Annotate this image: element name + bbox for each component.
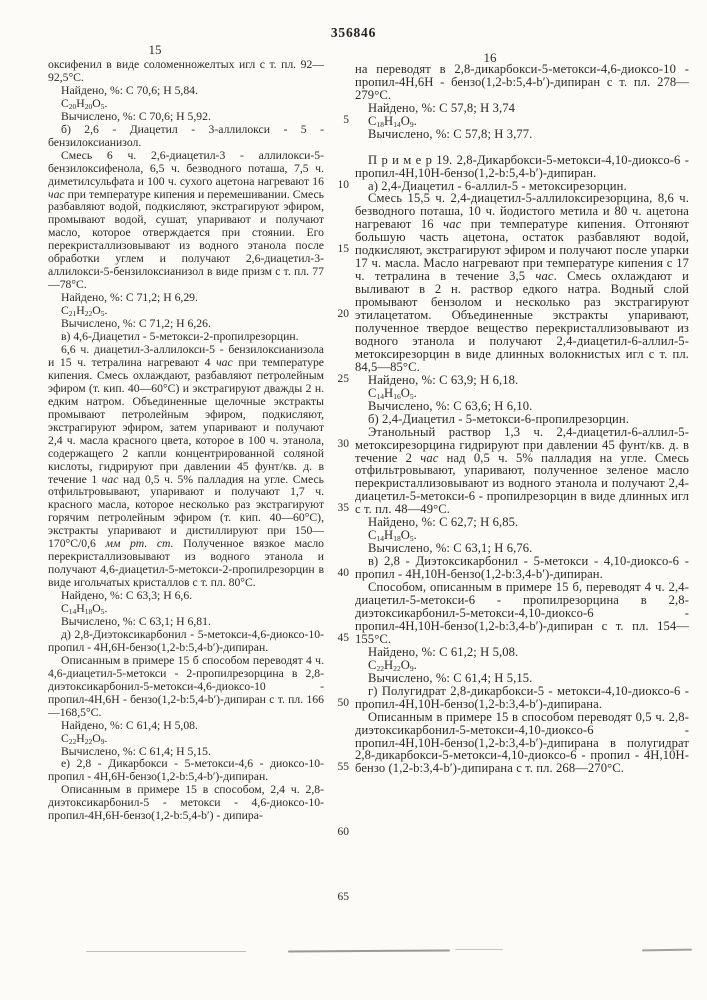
paragraph: $C_{14}H_{16}O_5$. bbox=[368, 385, 417, 401]
paragraph: $C_{14}H_{18}O_5$. bbox=[368, 528, 417, 544]
paragraph: Найдено, %: C 63,3; H 6,6. bbox=[61, 589, 193, 603]
page-number-left: 15 bbox=[148, 42, 162, 57]
paragraph: $C_{14}H_{18}O_5$. bbox=[61, 602, 108, 617]
line-number: 35 bbox=[337, 502, 349, 515]
paragraph: $C_{22}H_{22}O_9$. bbox=[368, 657, 417, 673]
line-number-gutter bbox=[327, 0, 349, 1000]
paragraph: Найдено, %: C 71,2; H 6,29. bbox=[61, 291, 198, 305]
paragraph: е) 2,8 - Дикарбокси - 5-метокси-4,6 - диоксо-10-пропил - 4H,6H-бензо(1,2-b:5,4-b′)-дипиран. bbox=[48, 757, 324, 784]
paragraph: $C_{22}H_{22}O_9$. bbox=[61, 731, 108, 746]
left-text-column bbox=[48, 59, 324, 823]
line-number: 45 bbox=[337, 631, 349, 644]
paragraph: Вычислено, %: C 61,4; H 5,15. bbox=[61, 744, 211, 758]
paragraph: Смесь 6 ч. 2,6-диацетил-3 - аллилокси-5-бензилоксифенола, 6,5 ч. безводного поташа, 7,5 ч. диметилсульфата и 100 ч. сухого ацетона нагревают 16 час при температуре кипения и перемешивании. Смесь разбавляют водой, подкисляют, экстрагируют эфиром, промывают водой, сушат, упаривают и получают масло, которое отверждается при стоянии. Его перекристаллизовывают из водного этанола после обработки углем и получают 2,6-диацетил-3-аллилокси-5-бензилоксианизол в виде призм с т. пл. 77—78°С. bbox=[48, 148, 324, 292]
paragraph: $C_{21}H_{22}O_5$. bbox=[61, 304, 108, 319]
page-number-right: 16 bbox=[483, 50, 497, 65]
paragraph: в) 4,6-Диацетил - 5-метокси-2-пропилрезорцин. bbox=[61, 330, 299, 344]
line-number: 30 bbox=[337, 437, 349, 450]
paragraph: Найдено, %: C 63,9; H 6,18. bbox=[368, 372, 519, 387]
scan-artifact-line bbox=[288, 949, 450, 952]
line-number: 20 bbox=[337, 308, 349, 321]
paragraph: Найдено, %: C 61,2; H 5,08. bbox=[368, 644, 519, 659]
paragraph: Описанным в примере 15 в способом переводят 0,5 ч. 2,8-диэтоксикарбонил-5-метокси-4,10-диоксо-6 - пропил-4H,10H-бензо(1,2-b:3,4-b′)-дипирана в полугидрат 2,8-дикарбокси-5-метокси-4,10-диоксо-6 - пропил - 4H,10H-бензо (1,2-b:3,4-b′)-дипирана с т. пл. 268—270°С. bbox=[355, 709, 689, 776]
line-number: 5 bbox=[343, 113, 349, 126]
scan-artifact-line bbox=[642, 949, 692, 952]
paragraph: Найдено, %: C 57,8; H 3,74 bbox=[368, 100, 516, 115]
paragraph: Вычислено, %: C 70,6; H 5,92. bbox=[61, 109, 211, 123]
paragraph: Вычислено, %: C 63,6; H 6,10. bbox=[368, 398, 533, 413]
paragraph: Вычислено, %: C 71,2; H 6,26. bbox=[61, 317, 211, 331]
line-number: 15 bbox=[337, 243, 349, 256]
paragraph: на переводят в 2,8-дикарбокси-5-метокси-4,6-диоксо-10 - пропил-4H,6H - бензо(1,2-b:5,4-b′)-дипиран с т. пл. 278—279°С. bbox=[355, 62, 689, 102]
paragraph: Найдено, %: C 62,7; H 6,85. bbox=[368, 515, 519, 530]
line-number: 65 bbox=[337, 890, 349, 903]
line-number: 60 bbox=[337, 826, 349, 839]
paragraph: в) 2,8 - Диэтоксикарбонил - 5-метокси - 4,10-диоксо-6 - пропил - 4H,10H-бензо(1,2-b:3,4-b′)-дипиран. bbox=[355, 554, 689, 582]
paragraph: Вычислено, %: C 63,1; H 6,81. bbox=[61, 614, 211, 628]
paragraph: Вычислено, %: C 57,8; H 3,77. bbox=[368, 126, 533, 141]
paragraph: б) 2,4-Диацетил - 5-метокси-6-пропилрезорцин. bbox=[368, 411, 629, 426]
line-number: 55 bbox=[337, 761, 349, 774]
paragraph: П р и м е р 19. 2,8-Дикарбокси-5-метокси-4,10-диоксо-6 - пропил-4H,10H-бензо(1,2-b:5,4-b′)-дипиран. bbox=[355, 152, 689, 180]
line-number: 10 bbox=[337, 178, 349, 191]
paragraph: д) 2,8-Диэтоксикарбонил - 5-метокси-4,6-диоксо-10-пропил - 4H,6H-бензо(1,2-b:5,4-b′)-дипиран. bbox=[48, 627, 324, 654]
line-number: 25 bbox=[337, 372, 349, 385]
paragraph: Описанным в примере 15 б способом переводят 4 ч. 4,6-диацетил-5-метокси - 2-пропилрезорцина в 2,8-диэтоксикарбонил-5-метокси-4,6-диоксо-10 - пропил-4H,6H - бензо(1,2-b:5,4-b′)-дипиран с т. пл. 166—168,5°С. bbox=[48, 653, 324, 719]
paragraph: Способом, описанным в примере 15 б, переводят 4 ч. 2,4-диацетил-5-метокси-6 - пропилрезорцина в 2,8-диэтоксикарбонил-5-метокси-4,10-диоксо-6 - пропил-4H,10H-бензо(1,2-b:3,4-b′)-дипиран с т. пл. 154—155°С. bbox=[355, 580, 689, 646]
paragraph: Вычислено, %: C 63,1; H 6,76. bbox=[368, 541, 533, 556]
paragraph: Описанным в примере 15 в способом, 2,4 ч. 2,8-диэтоксикарбонил-5 - метокси - 4,6-диоксо-10-пропил-4H,6H-бензо(1,2-b:5,4-b′) - дипира- bbox=[48, 783, 324, 823]
paragraph: Смесь 15,5 ч. 2,4-диацетил-5-аллилоксирезорцина, 8,6 ч. безводного поташа, 10 ч. йодистого метила и 80 ч. ацетона нагревают 16 час при температуре кипения. Отгоняют большую часть ацетона, остаток разбавляют водой, подкисляют, экстрагируют эфиром и получают после упарки 17 ч. масла. Масло нагревают при температуре кипения с 17 ч. тетралина в течение 3,5 час. Смесь охлаждают и выливают в 2 н. раствор едкого натра. Водный слой промывают бензолом и несколько раз экстрагируют этилацетатом. Объединенные экстракты упаривают, полученное твердое вещество перекристаллизовывают из водного этанола и получают 2,4-диацетил-6-аллил-5-метоксирезорцин в виде длинных волокнистых игл с т. пл. 84,5—85°С. bbox=[355, 191, 689, 374]
paragraph: 6,6 ч. диацетил-3-аллилокси-5 - бензилоксианизола и 15 ч. тетралина нагревают 4 час при температуре кипения. Смесь охлаждают, разбавляют петролейным эфиром (т. кип. 40—60°С) и экстрагируют дважды 2 н. едким натром. Объединенные щелочные экстракты промывают петролейным эфиром, подкисляют, экстрагируют эфиром, затем упаривают и получают 2,4 ч. масла красного цвета, которое в 100 ч. этанола, содержащего 2 капли концентрированной соляной кислоты, гидрируют при давлении 45 фунт/кв. д. в течение 1 час над 0,5 ч. 5% палладия на угле. Смесь отфильтровывают, упаривают и получают 1,7 ч. красного масла, которое несколько раз экстрагируют горячим петролейным эфиром (т. кип. 40—60°С), экстракты упаривают и дистиллируют при 150—170°С/0,6 мм рт. ст. Полученное вязкое масло перекристаллизовывают из водного этанола и получают 4,6-диацетил-5-метокси-2-пропилрезорцин в виде игольчатых кристаллов с т. пл. 80°С. bbox=[48, 342, 325, 590]
paragraph: $C_{20}H_{20}O_5$. bbox=[61, 96, 108, 111]
scan-artifact-line bbox=[86, 951, 246, 952]
paragraph: Найдено, %: C 61,4; H 5,08. bbox=[61, 718, 198, 732]
paragraph: оксифенил в виде соломенножелтых игл с т. пл. 92—92,5°С. bbox=[48, 58, 324, 84]
line-number: 40 bbox=[337, 567, 349, 580]
scan-artifact-line bbox=[455, 949, 503, 950]
line-number: 50 bbox=[337, 696, 349, 709]
paragraph: г) Полугидрат 2,8-дикарбокси-5 - метокси-4,10-диоксо-6 - пропил-4H,10H-бензо(1,2-b:3,4-b′)-дипирана. bbox=[355, 683, 689, 711]
paragraph: а) 2,4-Диацетил - 6-аллил-5 - метоксирезорцин. bbox=[368, 178, 627, 193]
right-text-column bbox=[355, 63, 689, 775]
paragraph: Найдено, %: C 70,6; H 5,84. bbox=[61, 83, 198, 97]
paragraph: $C_{18}H_{14}O_9$. bbox=[368, 113, 417, 129]
patent-number: 356846 bbox=[330, 25, 377, 40]
paragraph: Вычислено, %: C 61,4; H 5,15. bbox=[368, 670, 533, 685]
paragraph: б) 2,6 - Диацетил - 3-аллилокси - 5 - бензилоксианизол. bbox=[48, 122, 324, 149]
paragraph: Этанольный раствор 1,3 ч. 2,4-диацетил-6-аллил-5-метоксирезорцина гидрируют при давлении 45 фунт/кв. д. в течение 2 час над 0,5 ч. 5% палладия на угле. Смесь отфильтровывают, упаривают, полученное зеленое масло перекристаллизовывают из водного этанола и получают 2,4-диацетил-5-метокси-6 - пропилрезорцин в виде длинных игл с т. пл. 48—49°С. bbox=[355, 424, 689, 517]
